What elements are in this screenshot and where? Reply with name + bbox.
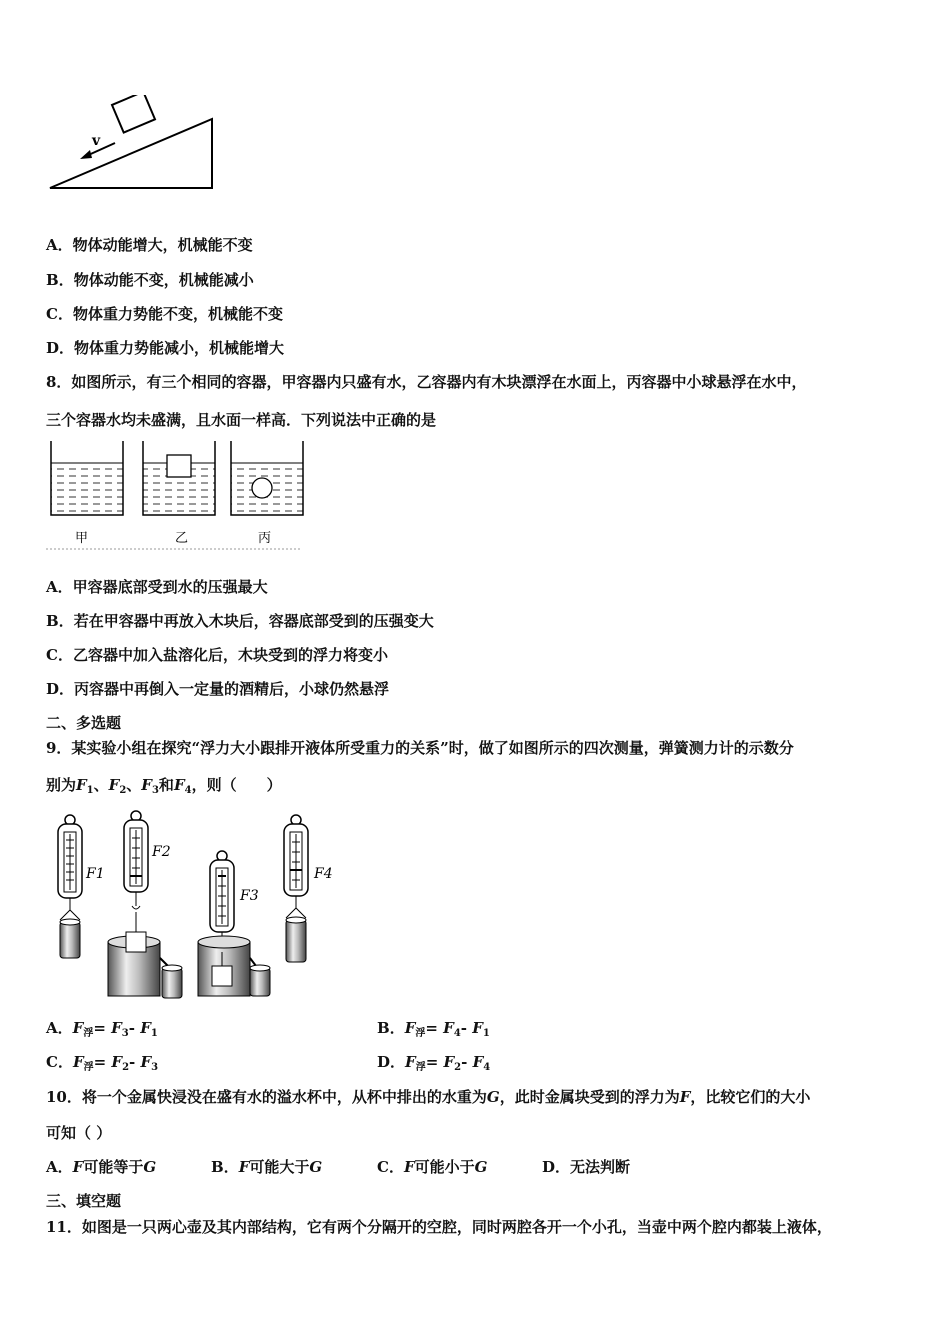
velocity-label: v	[92, 133, 101, 149]
q7-option-a[interactable]: A．物体动能增大，机械能不变	[46, 236, 253, 254]
q11-question-line1: 11．如图是一只两心壶及其内部结构，它有两个分隔开的空腔，同时两腔各开一个小孔，当壶中两个腔内都装上液体，	[46, 1218, 832, 1236]
q7-option-c[interactable]: C．物体重力势能不变，机械能不变	[46, 305, 283, 323]
force-label-f4: F4	[314, 866, 333, 882]
spring-scale-2	[108, 811, 182, 998]
section-heading-fill-in: 三、填空题	[46, 1192, 122, 1210]
wood-block-shape	[167, 455, 191, 477]
incline-figure	[40, 95, 230, 195]
q8-question-line2: 三个容器水均未盛满，且水面一样高．下列说法中正确的是	[46, 411, 437, 429]
q10-option-c[interactable]: C．F可能小于G	[377, 1158, 488, 1176]
force-label-f2: F2	[152, 844, 171, 860]
ball-shape	[252, 478, 272, 498]
container-label-jia: 甲	[75, 531, 89, 546]
q9-option-a[interactable]: A．$F_浮= F_3-$ $F_1$	[46, 1019, 158, 1039]
q9-question-line1: 9．某实验小组在探究“浮力大小跟排开液体所受重力的关系”时，做了如图所示的四次测量，弹簧测力计的示数分	[46, 739, 794, 757]
q7-option-b[interactable]: B．物体动能不变，机械能减小	[46, 271, 254, 289]
spring-scale-1	[58, 815, 82, 958]
q8-option-d[interactable]: D．丙容器中再倒入一定量的酒精后，小球仍然悬浮	[46, 680, 390, 698]
spring-scale-4	[284, 815, 308, 962]
q8-question-line1: 8．如图所示，有三个相同的容器，甲容器内只盛有水，乙容器内有木块漂浮在水面上，丙容器中小球悬浮在水中，	[46, 373, 807, 391]
q8-option-c[interactable]: C．乙容器中加入盐溶化后，木块受到的浮力将变小	[46, 646, 388, 664]
q9-option-b[interactable]: B．$F_浮= F_4-$ $F_1$	[377, 1019, 490, 1039]
section-heading-multiple-choice: 二、多选题	[46, 714, 122, 732]
container-label-bing: 丙	[258, 531, 272, 546]
q8-option-a[interactable]: A．甲容器底部受到水的压强最大	[46, 578, 268, 596]
q10-option-d[interactable]: D．无法判断	[542, 1158, 631, 1176]
q9-option-d[interactable]: D．$F_浮= F_2-$ $F_4$	[377, 1053, 491, 1073]
force-label-f3: F3	[240, 888, 259, 904]
q9-question-line2: 别为$F_1$、$F_2$、$F_3$和$F_4$，则（ ）	[46, 776, 282, 796]
containers-figure	[44, 438, 306, 553]
q7-option-d[interactable]: D．物体重力势能减小，机械能增大	[46, 339, 285, 357]
spring-scale-figure	[44, 808, 344, 1008]
q8-option-b[interactable]: B．若在甲容器中再放入木块后，容器底部受到的压强变大	[46, 612, 434, 630]
container-label-yi: 乙	[175, 531, 189, 546]
spring-scale-3	[198, 851, 270, 996]
q10-option-a[interactable]: A．F可能等于G	[46, 1158, 157, 1176]
q10-option-b[interactable]: B．F可能大于G	[211, 1158, 323, 1176]
q10-question-line2: 可知（ ）	[46, 1124, 112, 1142]
q9-option-c[interactable]: C．$F_浮= F_2-$ $F_3$	[46, 1053, 159, 1073]
force-label-f1: F1	[86, 866, 105, 882]
q10-question-line1: 10．将一个金属快浸没在盛有水的溢水杯中，从杯中排出的水重为G，此时金属块受到的浮力为F，比较它们的大小	[46, 1088, 811, 1106]
